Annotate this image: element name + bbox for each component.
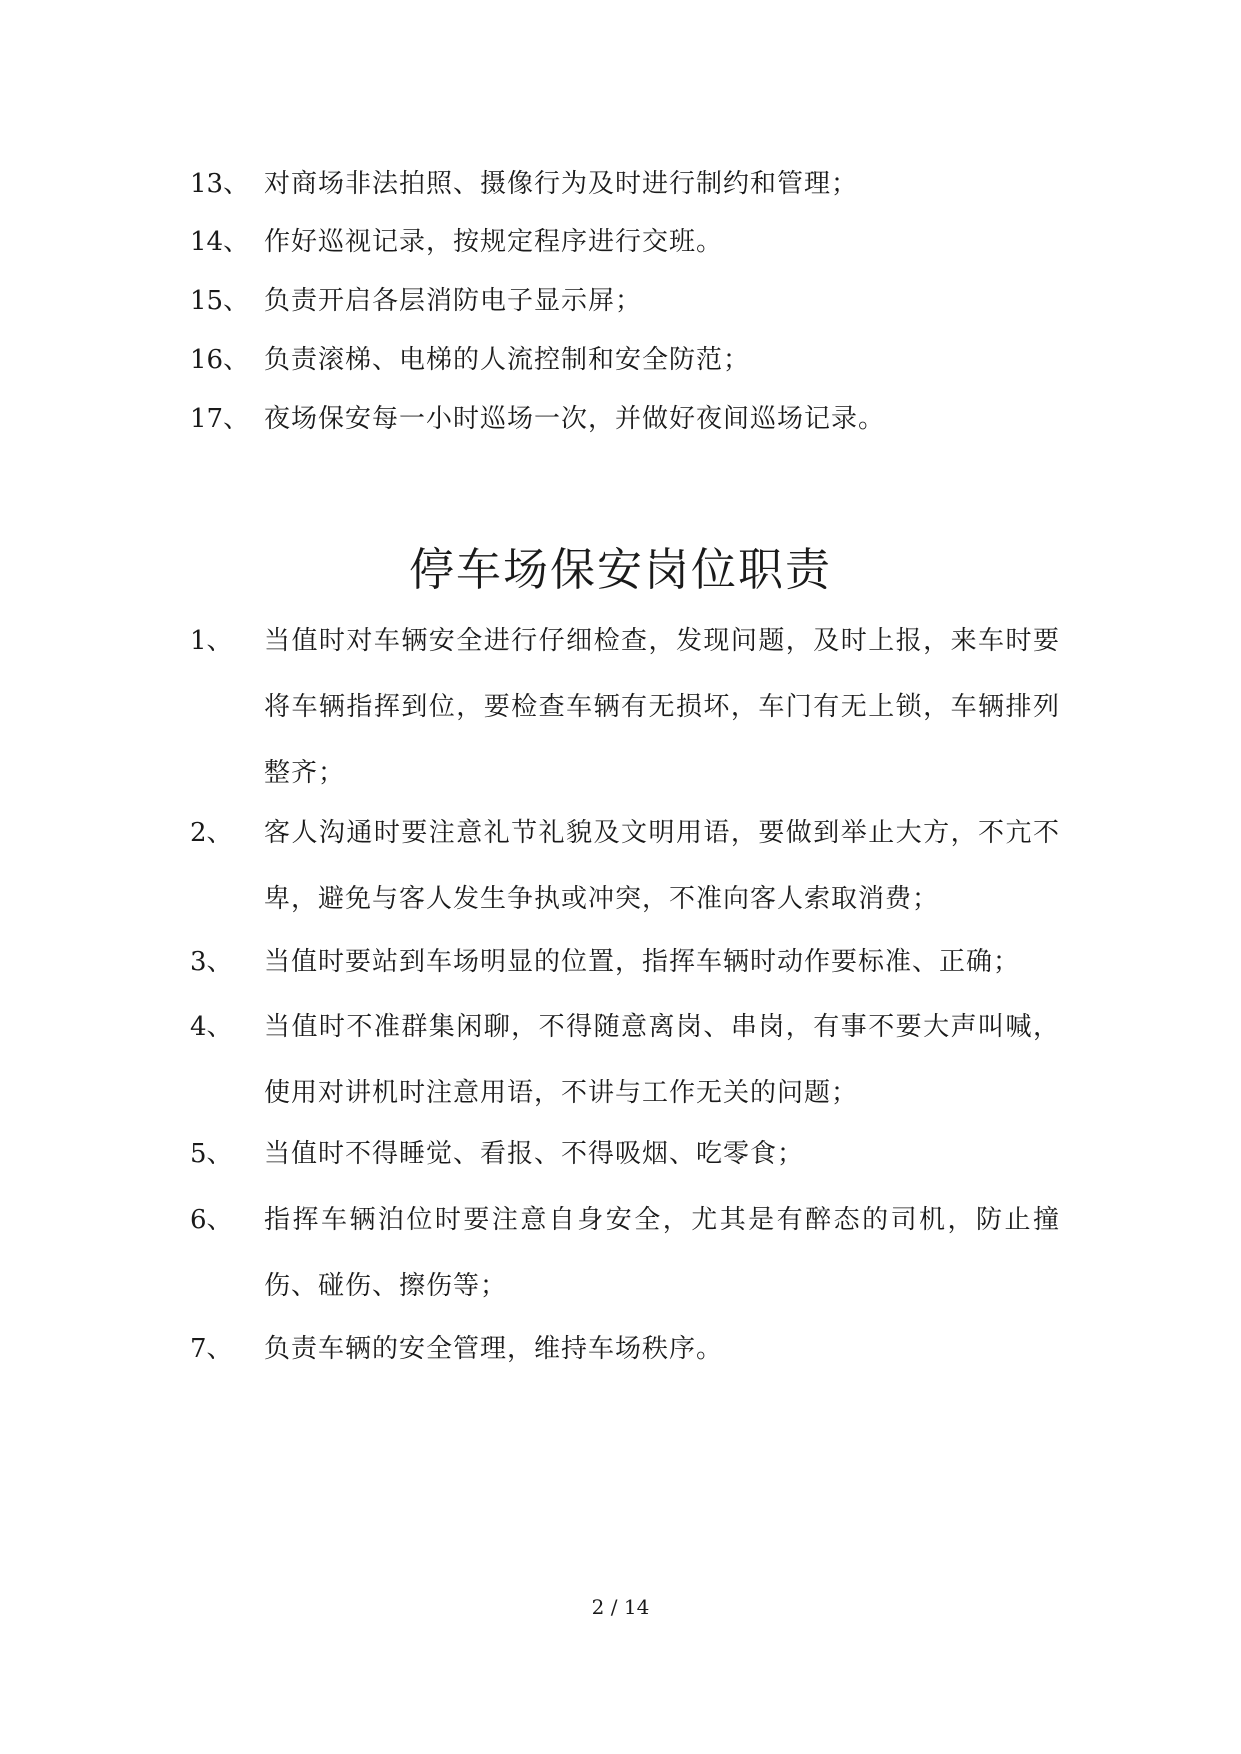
item-number: 15、	[190, 286, 250, 316]
item-text: 夜场保安每一小时巡场一次，并做好夜间巡场记录。	[264, 404, 886, 434]
item-number: 13、	[190, 169, 250, 199]
item-number: 3、	[190, 947, 233, 977]
item-text: 负责开启各层消防电子显示屏；	[264, 286, 643, 316]
item-text: 作好巡视记录，按规定程序进行交班。	[264, 227, 724, 257]
page-number: 2 / 14	[591, 1595, 650, 1619]
item-number: 4、	[190, 1012, 233, 1042]
item-number: 16、	[190, 345, 250, 375]
item-number: 6、	[190, 1205, 233, 1235]
item-number: 14、	[190, 227, 250, 257]
item-text: 当值时不准群集闲聊，不得随意离岗、串岗，有事不要大声叫喊，使用对讲机时注意用语，不讲与工作无关的问题；	[264, 1012, 1060, 1108]
item-number: 7、	[190, 1334, 233, 1364]
item-text: 对商场非法拍照、摄像行为及时进行制约和管理；	[264, 169, 859, 199]
item-text: 负责滚梯、电梯的人流控制和安全防范；	[264, 345, 751, 375]
item-text: 负责车辆的安全管理，维持车场秩序。	[264, 1334, 724, 1364]
item-number: 5、	[190, 1139, 233, 1169]
item-text: 当值时对车辆安全进行仔细检查，发现问题，及时上报，来车时要将车辆指挥到位，要检查车辆有无损坏，车门有无上锁，车辆排列整齐；	[264, 626, 1060, 788]
item-text: 当值时要站到车场明显的位置，指挥车辆时动作要标准、正确；	[264, 947, 1021, 977]
item-text: 当值时不得睡觉、看报、不得吸烟、吃零食；	[264, 1139, 805, 1169]
item-text: 客人沟通时要注意礼节礼貌及文明用语，要做到举止大方，不亢不卑，避免与客人发生争执或冲突，不准向客人索取消费；	[264, 818, 1060, 914]
item-number: 17、	[190, 404, 250, 434]
item-number: 2、	[190, 818, 233, 848]
item-text: 指挥车辆泊位时要注意自身安全，尤其是有醉态的司机，防止撞伤、碰伤、擦伤等；	[264, 1205, 1060, 1301]
item-number: 1、	[190, 626, 233, 656]
section-heading: 停车场保安岗位职责	[408, 543, 832, 596]
